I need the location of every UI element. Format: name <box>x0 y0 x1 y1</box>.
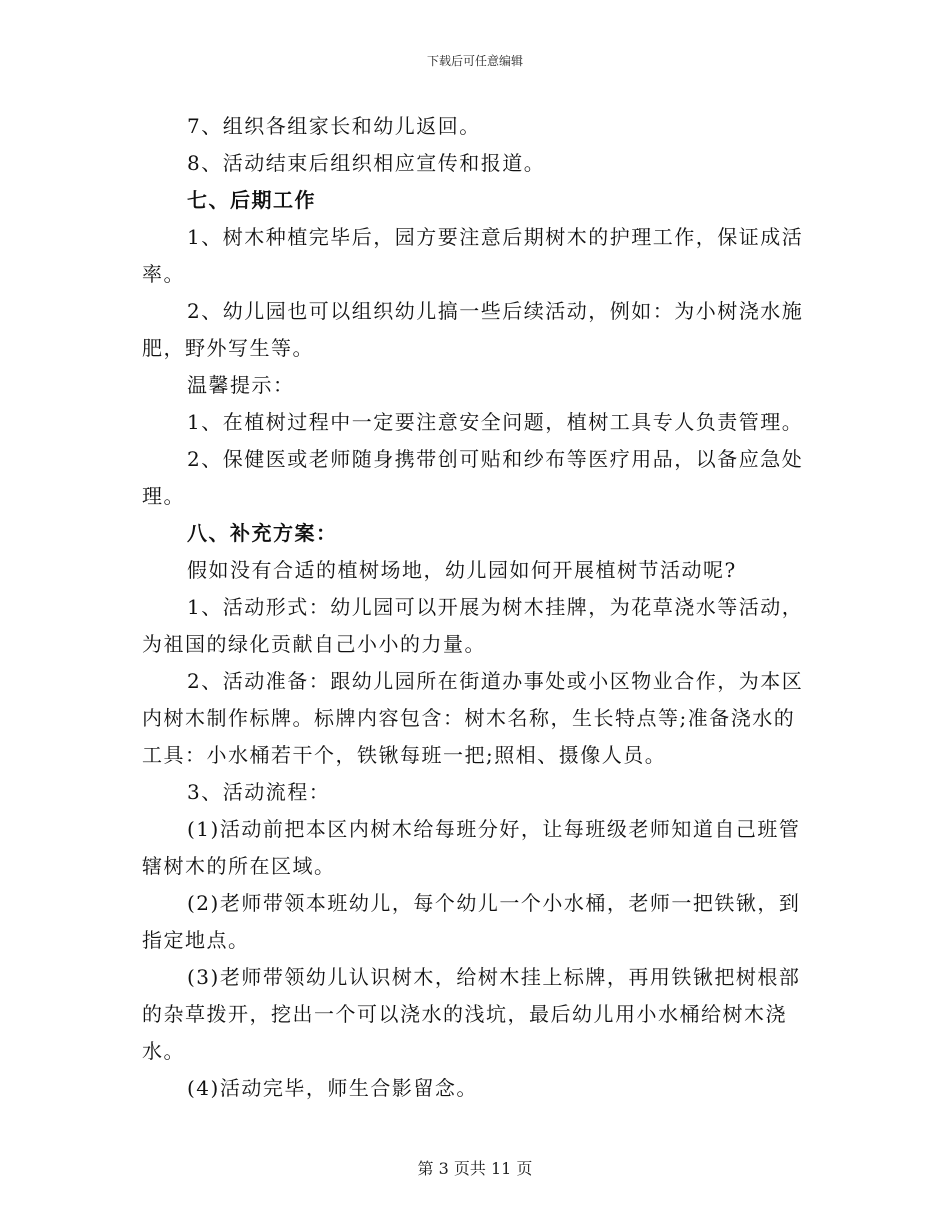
section-heading: 七、后期工作 <box>187 188 316 212</box>
paragraph: 2、保健医或老师随身携带创可贴和纱布等医疗用品，以备应急处理。 <box>142 447 804 508</box>
paragraph: 7、组织各组家长和幼儿返回。 <box>187 114 481 138</box>
paragraph: (3)老师带领幼儿认识树木，给树木挂上标牌，再用铁锹把树根部的杂草拨开，挖出一个可以浇水的浅坑，最后幼儿用小水桶给树木浇水。 <box>142 965 801 1063</box>
paragraph: (2)老师带领本班幼儿，每个幼儿一个小水桶，老师一把铁锹，到指定地点。 <box>142 891 801 952</box>
page-footer: 第 3 页共 11 页 <box>417 1159 533 1178</box>
paragraph: 温馨提示： <box>187 373 295 397</box>
paragraph: (1)活动前把本区内树木给每班分好，让每班级老师知道自己班管辖树木的所在区域。 <box>142 817 801 878</box>
paragraph: 8、活动结束后组织相应宣传和报道。 <box>187 151 546 175</box>
paragraph: 3、活动流程： <box>187 780 331 804</box>
paragraph: (4)活动完毕，师生合影留念。 <box>187 1076 478 1100</box>
paragraph: 2、活动准备：跟幼儿园所在街道办事处或小区物业合作，为本区内树木制作标牌。标牌内容包含：树木名称，生长特点等;准备浇水的工具：小水桶若干个，铁锹每班一把;照相、摄像人员。 <box>142 669 804 767</box>
paragraph: 1、活动形式：幼儿园可以开展为树木挂牌，为花草浇水等活动，为祖国的绿化贡献自己小小的力量。 <box>142 595 804 656</box>
paragraph: 1、在植树过程中一定要注意安全问题，植树工具专人负责管理。 <box>187 410 804 434</box>
document-body <box>142 108 807 1107</box>
paragraph: 1、树木种植完毕后，园方要注意后期树木的护理工作，保证成活率。 <box>142 225 804 286</box>
paragraph: 2、幼儿园也可以组织幼儿搞一些后续活动，例如：为小树浇水施肥，野外写生等。 <box>142 299 804 360</box>
page-header: 下载后可任意编辑 <box>426 54 523 68</box>
section-heading: 八、补充方案： <box>187 521 338 545</box>
paragraph: 假如没有合适的植树场地，幼儿园如何开展植树节活动呢? <box>187 558 737 582</box>
